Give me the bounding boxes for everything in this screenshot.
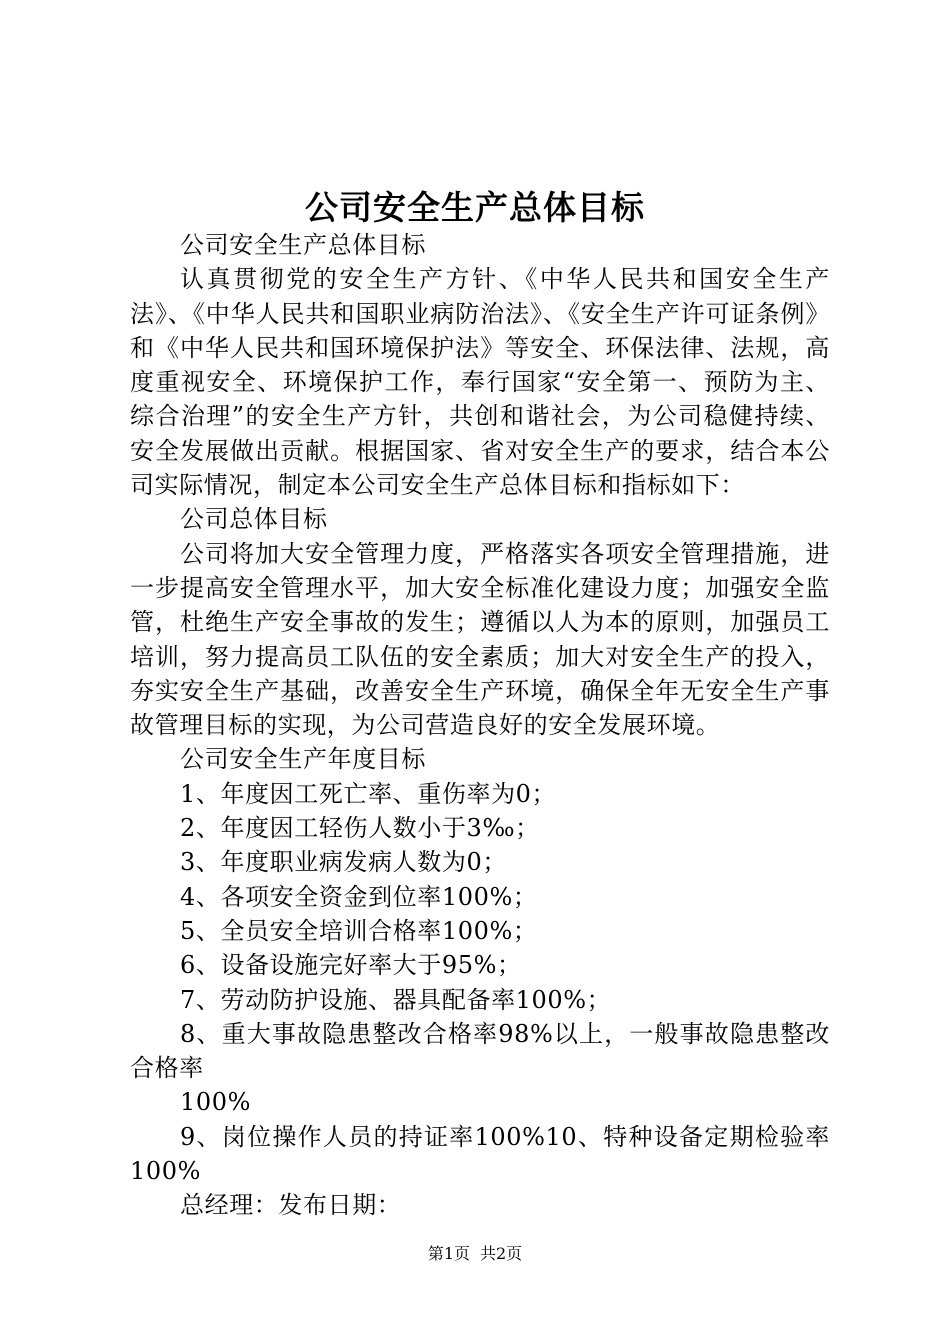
page-footer	[0, 1244, 950, 1264]
list-item: 3、年度职业病发病人数为0；	[180, 848, 507, 877]
paragraph-heading-overall: 公司安全生产总体目标	[180, 231, 426, 259]
list-item: 6、设备设施完好率大于95%；	[180, 951, 522, 980]
list-item: 5、全员安全培训合格率100%；	[180, 916, 538, 945]
list-item: 9、岗位操作人员的持证率100%10、特种设备定期检验率100%	[130, 1122, 830, 1186]
paragraph-intro: 认真贯彻党的安全生产方针、《中华人民共和国安全生产法》、《中华人民共和国职业病防治法》、《安全生产许可证条例》和《中华人民共和国环境保护法》等安全、环保法律、法规，高度重视安全、环境保护工作，奉行国家“安全第一、预防为主、综合治理”的安全生产方针，共创和谐社会，为公司稳健持续、安全发展做出贡献。根据国家、省对安全生产的要求，结合本公司实际情况，制定本公司安全生产总体目标和指标如下：	[130, 265, 830, 500]
document-title: 公司安全生产总体目标	[305, 188, 645, 227]
list-item: 8、重大事故隐患整改合格率98%以上，一般事故隐患整改合格率	[130, 1019, 830, 1083]
paragraph-heading-company: 公司总体目标	[180, 505, 328, 534]
page-number: 第1页	[427, 1244, 470, 1263]
list-item: 7、劳动防护设施、器具配备率100%；	[180, 985, 612, 1014]
document-body	[130, 228, 830, 1223]
paragraph-company-goal: 公司将加大安全管理力度，严格落实各项安全管理措施，进一步提高安全管理水平，加大安全标准化建设力度；加强安全监管，杜绝生产安全事故的发生；遵循以人为本的原则，加强员工培训，努力提高员工队伍的安全素质；加大对安全生产的投入，夯实安全生产基础，改善安全生产环境，确保全年无安全生产事故管理目标的实现，为公司营造良好的安全发展环境。	[130, 539, 830, 740]
list-item: 1、年度因工死亡率、重伤率为0；	[180, 779, 557, 808]
page-total: 共2页	[480, 1244, 523, 1263]
list-item: 4、各项安全资金到位率100%；	[180, 882, 538, 911]
list-item-continuation: 100%	[180, 1088, 252, 1117]
signature-line: 总经理：发布日期：	[180, 1191, 402, 1220]
paragraph-heading-annual: 公司安全生产年度目标	[180, 745, 426, 774]
list-item: 2、年度因工轻伤人数小于3‰；	[180, 814, 540, 843]
